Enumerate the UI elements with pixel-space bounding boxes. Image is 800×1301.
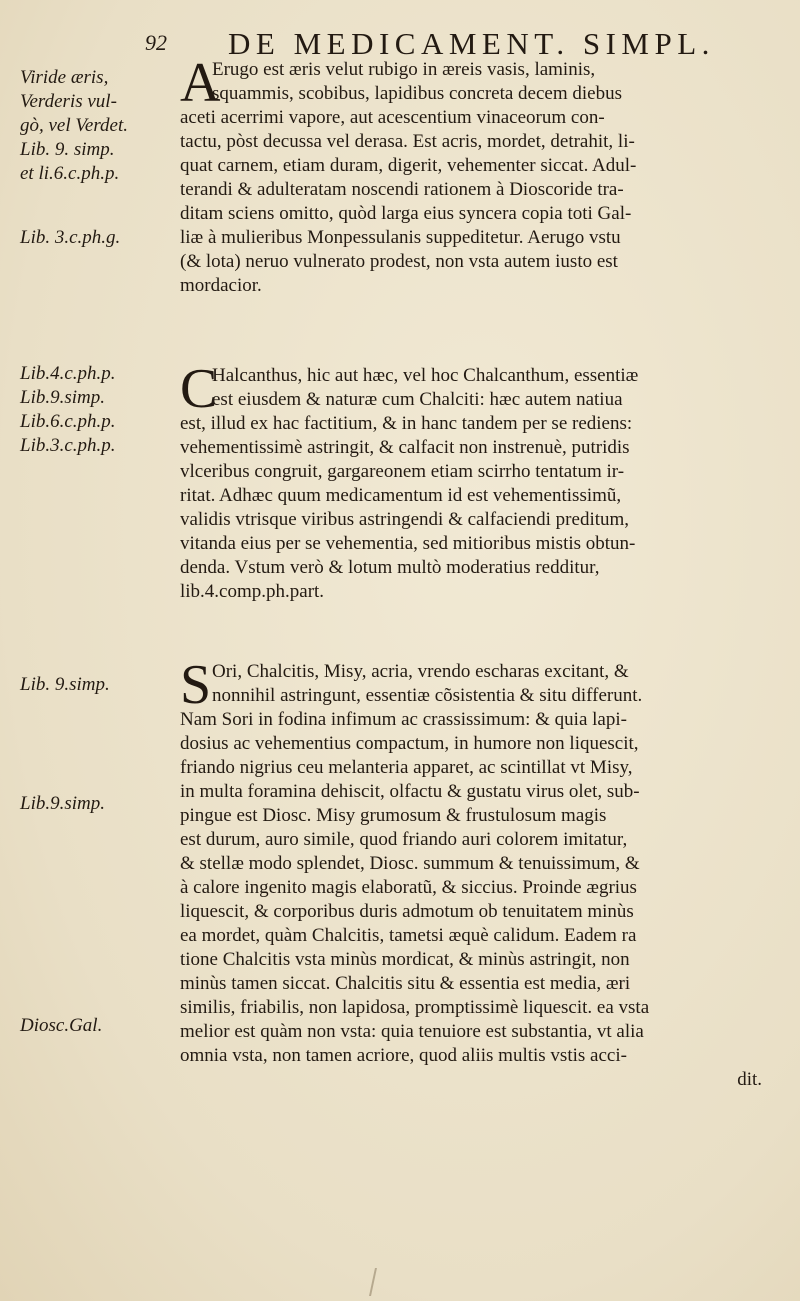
margin-note-line: Lib.6.c.ph.p. (20, 411, 116, 432)
text-line: lib.4.comp.ph.part. (180, 581, 325, 602)
margin-note-line: Viride æris, (20, 67, 109, 88)
dropcap: S (180, 654, 212, 716)
text-line: à calore ingenito magis elaboratũ, & siccius. Proinde ægrius (180, 877, 637, 898)
text-line: terandi & adulteratam noscendi rationem à Dioscoride tra- (180, 179, 624, 200)
margin-note-aerugo (20, 66, 175, 186)
text-line: squammis, scobibus, lapidibus concreta decem diebus (212, 83, 622, 104)
margin-note-line: Lib.9.simp. (20, 387, 105, 408)
margin-note-gal (20, 226, 175, 250)
text-line: minùs tamen siccat. Chalcitis situ & essentia est media, æri (180, 973, 631, 994)
text-line: est eiusdem & naturæ cum Chalciti: hæc autem natiua (212, 389, 623, 410)
text-line: aceti acerrimi vapore, aut acescentium vinaceorum con- (180, 107, 605, 128)
text-line: omnia vsta, non tamen acriore, quod aliis multis vstis acci- (180, 1045, 627, 1066)
text-line: Erugo est æris velut rubigo in æreis vasis, laminis, (212, 59, 596, 80)
margin-note-chalcanthum (20, 362, 175, 458)
margin-note-line: Lib. 3.c.ph.g. (20, 227, 121, 248)
margin-note-sori (20, 673, 175, 697)
margin-note-line: Lib. 9. simp. (20, 139, 115, 160)
text-line: est, illud ex hac factitium, & in hanc tandem per se rediens: (180, 413, 633, 434)
margin-note-line: et li.6.c.ph.p. (20, 163, 120, 184)
paragraph-chalcanthum (180, 358, 792, 604)
margin-note-line: Lib.9.simp. (20, 793, 105, 814)
text-line: mordacior. (180, 275, 262, 296)
dropcap: C (180, 358, 218, 420)
margin-note-misy (20, 792, 175, 816)
text-line: Nam Sori in fodina infimum ac crassissimum: & quia lapi- (180, 709, 627, 730)
text-line: dosius ac vehementius compactum, in humore non liquescit, (180, 733, 639, 754)
paragraph-sori-chalcitis-misy (180, 654, 792, 1092)
text-line: tione Chalcitis vsta minùs mordicat, & minùs astringit, non (180, 949, 630, 970)
text-line: ditam sciens omitto, quòd larga eius syncera copia toti Gal- (180, 203, 632, 224)
text-line: in multa foramina dehiscit, olfactu & gustatu virus olet, sub- (180, 781, 640, 802)
text-line: denda. Vstum verò & lotum multò moderatius redditur, (180, 557, 600, 578)
text-line: liæ à mulieribus Monpessulanis suppeditetur. Aerugo vstu (180, 227, 621, 248)
text-line: pingue est Diosc. Misy grumosum & frustulosum magis (180, 805, 607, 826)
text-line: vitanda eius per se vehementia, sed mitioribus mistis obtun- (180, 533, 636, 554)
dropcap: A (180, 52, 221, 114)
text-line: validis vtrisque viribus astringendi & calfaciendi preditum, (180, 509, 630, 530)
text-line: nonnihil astringunt, essentiæ cõsistentia & situ differunt. (212, 685, 643, 706)
margin-note-line: Lib. 9.simp. (20, 674, 110, 695)
paper-mark (369, 1268, 393, 1296)
text-line: dit. (737, 1069, 762, 1090)
text-line: tactu, pòst decussa vel derasa. Est acris, mordet, detrahit, li- (180, 131, 635, 152)
text-line: quat carnem, etiam duram, digerit, vehementer siccat. Adul- (180, 155, 637, 176)
running-head: DE MEDICAMENT. SIMPL. (228, 26, 715, 61)
text-line: similis, friabilis, non lapidosa, promptissimè liquescit. ea vsta (180, 997, 650, 1018)
text-line: Halcanthus, hic aut hæc, vel hoc Chalcanthum, essentiæ (212, 365, 639, 386)
text-line: vlceribus congruit, gargareonem etiam scirrho tentatum ir- (180, 461, 625, 482)
text-line: Ori, Chalcitis, Misy, acria, vrendo escharas excitant, & (212, 661, 629, 682)
margin-note-line: Lib.4.c.ph.p. (20, 363, 116, 384)
margin-note-line: gò, vel Verdet. (20, 115, 128, 136)
text-line: melior est quàm non vsta: quia tenuiore est substantia, vt alia (180, 1021, 644, 1042)
text-line: est durum, auro simile, quod friando auri colorem imitatur, (180, 829, 628, 850)
paragraph-aerugo (180, 52, 792, 298)
text-line: & stellæ modo splendet, Diosc. summum & tenuissimum, & (180, 853, 640, 874)
margin-note-line: Diosc.Gal. (20, 1015, 103, 1036)
text-line: ritat. Adhæc quum medicamentum id est vehementissimũ, (180, 485, 622, 506)
margin-note-line: Lib.3.c.ph.p. (20, 435, 116, 456)
margin-note-chalcitis (20, 1014, 175, 1038)
text-line: liquescit, & corporibus duris admotum ob tenuitatem minùs (180, 901, 634, 922)
page-number: 92 (145, 30, 167, 55)
margin-note-line: Verderis vul- (20, 91, 117, 112)
text-line: (& lota) neruo vulnerato prodest, non vsta autem iusto est (180, 251, 618, 272)
text-line: ea mordet, quàm Chalcitis, tametsi æquè calidum. Eadem ra (180, 925, 637, 946)
text-line: friando nigrius ceu melanteria apparet, ac scintillat vt Misy, (180, 757, 633, 778)
text-line: vehementissimè astringit, & calfacit non instrenuè, putridis (180, 437, 630, 458)
page-header (0, 22, 800, 62)
